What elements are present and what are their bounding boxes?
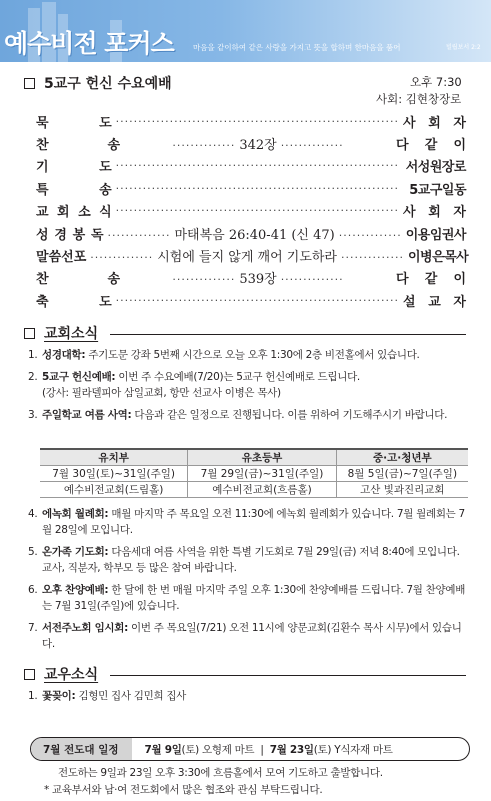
list-item: 1. 성경대학: 주기도문 강좌 5번째 시간으로 오늘 오후 1:30에 2층 비전홀에서 있습니다.	[28, 349, 420, 361]
order-detail: 시험에 들지 않게 깨어 기도하라	[153, 250, 341, 265]
order-dots: ·············· 시험에 들지 않게 깨어 기도하라 ··············	[90, 249, 404, 265]
header-banner	[0, 0, 491, 62]
news-heading	[24, 323, 98, 343]
order-row	[36, 289, 466, 311]
members-heading	[24, 664, 98, 684]
order-label: 특 송	[36, 182, 112, 198]
divider	[110, 334, 466, 335]
order-value: 이병은목사	[407, 249, 469, 265]
order-label: 말 씀 선 포	[36, 249, 87, 265]
list-item: 6. 오후 찬양예배: 한 달에 한 번 매월 마지막 주일 오후 1:30에 찬양예배를 드립니다. 7월 찬양예배는 7월 31일(주일)에 있습니다.	[28, 584, 466, 612]
order-row	[36, 244, 469, 266]
order-value: 다 같 이	[396, 272, 466, 288]
order-dots: ·············· 539장 ··············	[172, 272, 344, 288]
order-label: 찬 송	[36, 272, 120, 288]
service-host: 사회: 김현창장로	[376, 92, 462, 106]
order-row	[36, 200, 466, 222]
list-item: 7. 서전주노회 임시회: 이번 주 목요일(7/21) 오전 11시에 양문교회(김환수 목사 시무)에서 있습니다.	[28, 622, 462, 650]
order-value: 다 같 이	[396, 137, 466, 153]
order-row	[36, 132, 466, 154]
order-value: 사 회 자	[402, 205, 466, 221]
order-dots: ·······························································	[115, 204, 399, 218]
order-label: 묵 도	[36, 115, 112, 131]
order-value: 5교구일동	[409, 182, 466, 198]
members-title: 교우소식	[44, 667, 99, 683]
order-detail: 마태복음 26:40-41 (신 47)	[170, 228, 338, 243]
order-dots: ·······························································	[115, 293, 399, 307]
order-dots: ·······························································	[115, 159, 399, 173]
checkbox-square-icon	[24, 669, 35, 680]
news-list-b	[28, 506, 468, 658]
vbs-schedule-table	[40, 448, 468, 498]
evangelism-note: * 교육부서와 남·여 전도회에서 많은 협조와 관심 부탁드립니다.	[44, 784, 323, 796]
order-row	[36, 222, 466, 244]
list-item: 4. 에녹회 월례회: 매월 마지막 주 목요일 오전 11:30에 에녹회 월례회가 있습니다. 7월 월례회는 7월 28일에 모입니다.	[28, 508, 465, 536]
order-detail: 539장	[235, 272, 280, 287]
newsletter-title: 예수비전 포커스	[4, 29, 174, 58]
order-value: 서성원장로	[405, 160, 466, 176]
news-list-a	[28, 347, 468, 429]
service-title: 5교구 헌신 수요예배	[44, 76, 172, 92]
order-row	[36, 110, 466, 132]
service-heading	[24, 73, 172, 93]
order-value: 설 교 자	[402, 294, 466, 310]
list-item: 3. 주일학교 여름 사역: 다음과 같은 일정으로 진행됩니다. 이를 위하여 기도해주시기 바랍니다.	[28, 409, 448, 421]
list-item: 1. 꽃꽂이: 김형민 집사 김민희 집사	[28, 690, 187, 702]
order-label: 찬 송	[36, 137, 120, 153]
checkbox-square-icon	[24, 78, 35, 89]
news-title: 교회소식	[44, 326, 99, 342]
checkbox-square-icon	[24, 328, 35, 339]
order-row	[36, 155, 466, 177]
table-row: 7월 30일(토)~31일(주일) 7월 29일(금)~31일(주일) 8월 5일(금)~7일(주일)	[40, 466, 468, 482]
evangelism-schedule: 7월 9일(토) 오형제 마트 | 7월 23일(토) Y식자재 마트	[144, 743, 393, 756]
order-label: 축 도	[36, 294, 112, 310]
order-dots: ·······························································	[115, 181, 399, 195]
order-row	[36, 267, 466, 289]
order-label: 성 경 봉 독	[36, 227, 104, 243]
evangelism-schedule-bar	[30, 737, 470, 761]
order-value: 이용임권사	[405, 227, 466, 243]
order-label: 교 회 소 식	[36, 205, 112, 221]
order-value: 사 회 자	[402, 115, 466, 131]
header-slogan: 마음을 같이하여 같은 사랑을 가지고 뜻을 합하며 한마음을 품어	[193, 43, 401, 52]
table-row: 예수비전교회(드림홀) 예수비전교회(흐름홀) 고산 빛과진리교회	[40, 482, 468, 498]
evangelism-tag: 7월 전도대 일정	[31, 738, 132, 760]
order-dots: ·············· 마태복음 26:40-41 (신 47) ··············	[107, 227, 402, 243]
service-time: 오후 7:30	[410, 75, 462, 89]
header-verse-ref: 빌립보서 2:2	[446, 44, 481, 51]
order-dots: ·······························································	[115, 114, 399, 128]
order-row	[36, 177, 466, 199]
order-dots: ·············· 342장 ··············	[172, 137, 344, 153]
list-item: 2. 5교구 헌신예배: 이번 주 수요예배(7/20)는 5교구 헌신예배로 드립니다. (강사: 필라델피아 삼일교회, 항만 선교사 이병은 목사)	[28, 371, 360, 399]
divider	[110, 675, 466, 676]
order-detail: 342장	[235, 138, 280, 153]
order-label: 기 도	[36, 160, 112, 176]
table-row: 유치부 유초등부 중·고·청년부	[40, 449, 468, 466]
members-list	[28, 688, 468, 710]
list-item: 5. 온가족 기도회: 다음세대 여름 사역을 위한 특별 기도회로 7월 29일(금) 저녁 8:40에 모입니다. 교사, 직분자, 학부모 등 많은 참여 바랍니다.	[28, 546, 460, 574]
evangelism-note: 전도하는 9일과 23일 오후 3:30에 흐름홀에서 모여 기도하고 출발합니다.	[58, 767, 383, 779]
